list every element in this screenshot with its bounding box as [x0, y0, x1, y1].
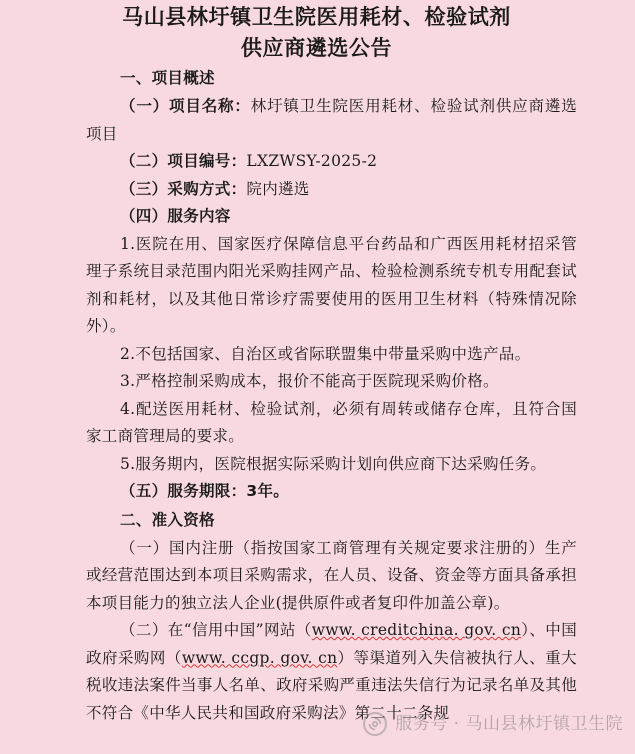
watermark-text: 服务号 · 马山县林圩镇卫生院 [395, 713, 623, 734]
service-item: 4.配送医用耗材、检验试剂，必须有周转或储存仓库，且符合国家工商管理局的要求。 [86, 399, 577, 445]
wechat-service-icon [363, 712, 387, 736]
project-name-value: 林圩镇卫生院医用耗材、检验试剂供应商遴选项目 [86, 97, 577, 143]
project-name-label: （一）项目名称： [120, 97, 251, 115]
procurement-method-label: （三）采购方式： [120, 179, 247, 198]
project-name-paragraph [86, 93, 577, 148]
qualification-item-2-mid: ）、中国政府采购网（ [86, 621, 578, 667]
procurement-method-value: 院内遴选 [246, 179, 310, 198]
project-code-label: （二）项目编号： [120, 152, 247, 170]
service-term: （五）服务期限：3年。 [120, 482, 290, 500]
section-heading-overview: 一、项目概述 [120, 69, 215, 87]
service-item: 2.不包括国家、自治区或省际联盟集中带量采购中选产品。 [120, 344, 531, 363]
watermark [363, 711, 623, 739]
project-code-paragraph [86, 148, 577, 176]
ccgp-link[interactable]: www. ccgp. gov. cn [181, 648, 338, 667]
qualification-item-2-pre: （二）在“信用中国”网站（ [120, 621, 312, 639]
qualification-item-1: （一）国内注册（指按国家工商管理有关规定要求注册的）生产或经营范围达到本项目采购需求，在人员、设备、资金等方面具备承担本项目能力的独立法人企业(提供原件或者复印件加盖公章)。 [86, 538, 577, 612]
project-code-value: LXZWSY-2025-2 [246, 152, 378, 170]
title-block [26, 0, 607, 64]
title-line-2: 供应商遴选公告 [240, 36, 393, 60]
section-heading-qualification: 二、准入资格 [120, 510, 215, 529]
service-item: 3.严格控制采购成本，报价不能高于医院现采购价格。 [120, 372, 499, 390]
qualification-item-2-post: ）等渠道列入失信被执行人、重大税收违法案件当事人名单、政府采购严重违法失信行为记录名单及其他不符合《中华人民共和国政府采购法》第二十二条规 [86, 648, 577, 722]
procurement-method-paragraph [86, 176, 577, 204]
service-item: 5.服务期内，医院根据实际采购计划向供应商下达采购任务。 [120, 454, 547, 473]
service-content-heading: （四）服务内容 [120, 207, 231, 225]
creditchina-link[interactable]: www. creditchina. gov. cn [311, 621, 522, 639]
document-title [26, 2, 607, 64]
service-item: 1.医院在用、国家医疗保障信息平台药品和广西医用耗材招采管理子系统目录范围内阳光采购挂网产品、检验检测系统专机专用配套试剂和耗材，以及其他日常诊疗需要使用的医用卫生材料（特殊情况除外）。 [86, 234, 577, 335]
title-line-1: 马山县林圩镇卫生院医用耗材、检验试剂 [122, 5, 511, 29]
